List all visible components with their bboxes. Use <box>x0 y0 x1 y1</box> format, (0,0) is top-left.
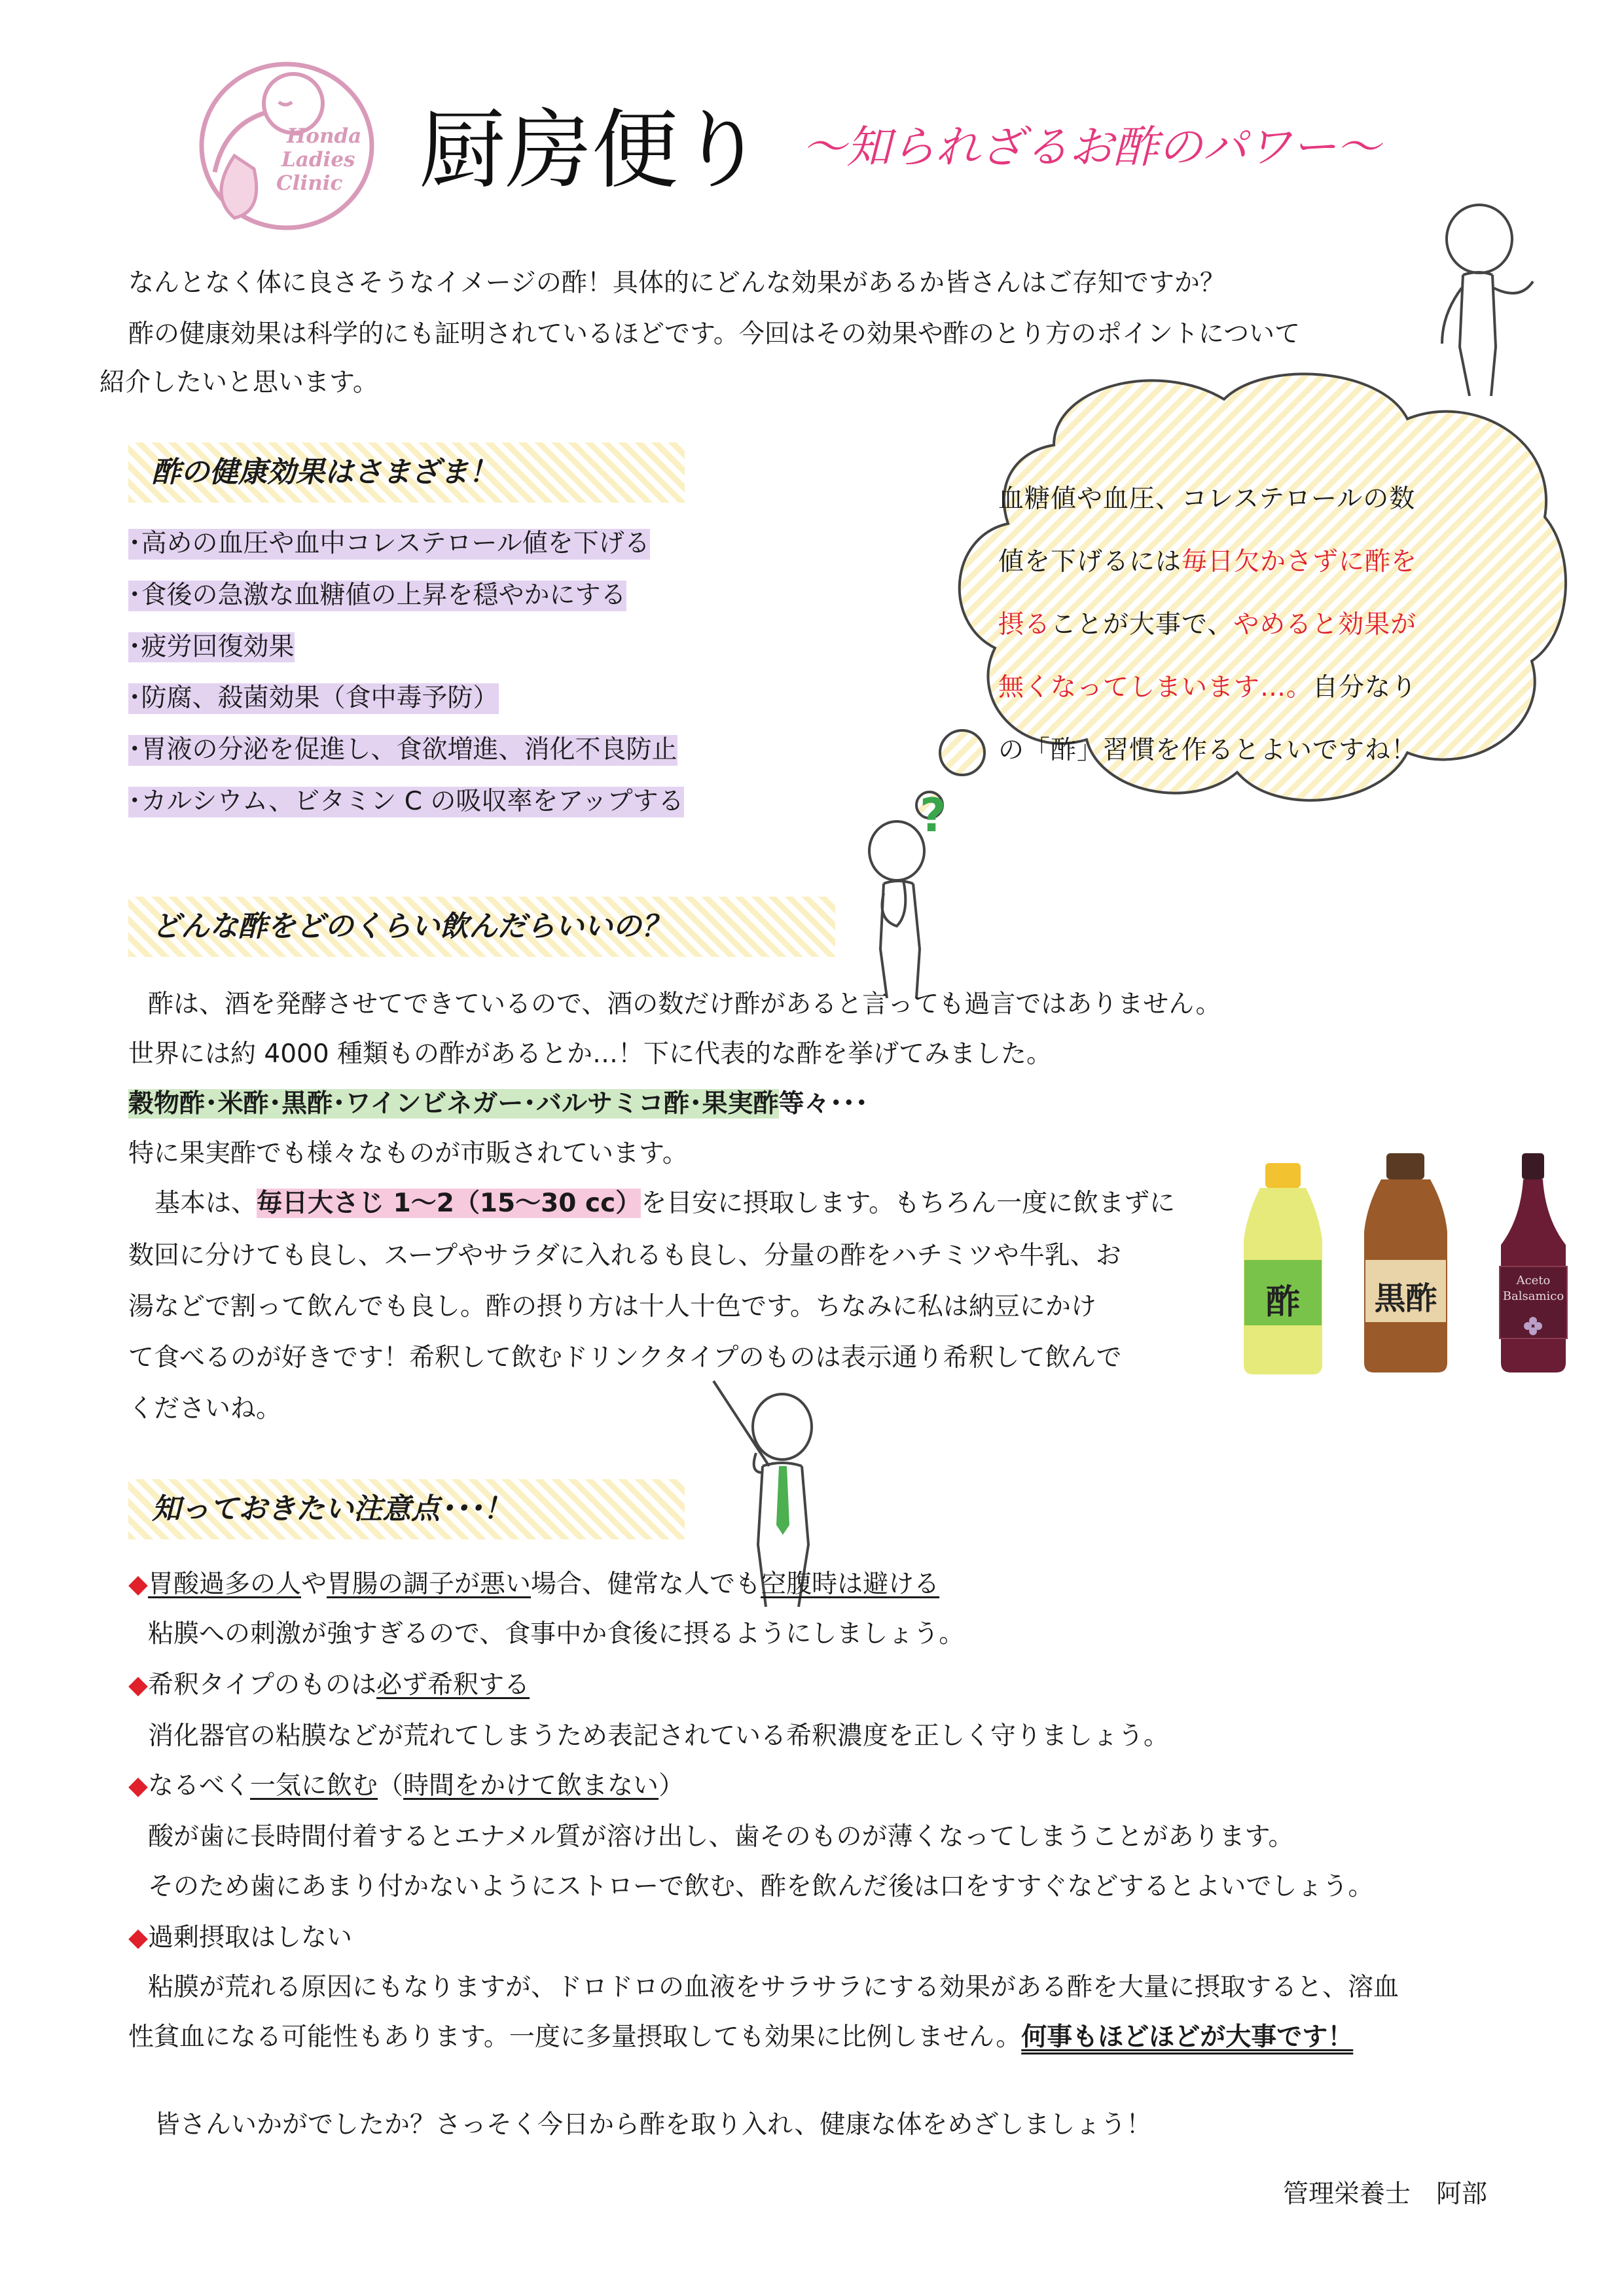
s2-paragraph: 特に果実酢でも様々なものが市販されています。 <box>128 1139 688 1168</box>
list-item: ･胃液の分泌を促進し、食欲増進、消化不良防止 <box>128 735 677 765</box>
intro-line-3: 紹介したいと思います。 <box>99 368 378 397</box>
s2-paragraph: 世界には約 4000 種類もの酢があるとか…！下に代表的な酢を挙げてみました。 <box>128 1039 1053 1069</box>
caution-1-body: 粘膜への刺激が強すぎるので、食事中か食後に摂るようにしましょう。 <box>148 1619 965 1649</box>
section-heading-how-much: どんな酢をどのくらい飲んだらいいの？ <box>128 897 835 957</box>
caution-2-body: 消化器官の粘膜などが荒れてしまうため表記されている希釈濃度を正しく守りましょう。 <box>148 1721 1170 1751</box>
vinegar-bottle-illustration: 酢 <box>1240 1162 1326 1378</box>
section-heading-cautions: 知っておきたい注意点･･･！ <box>128 1479 685 1539</box>
health-effects-list <box>128 529 684 838</box>
caution-1: ◆胃酸過多の人や胃腸の調子が悪い場合、健常な人でも空腹時は避ける <box>128 1570 940 1599</box>
s2-paragraph: て食べるのが好きです！希釈して飲むドリンクタイプのものは表示通り希釈して飲んで <box>128 1343 1122 1372</box>
person-thinking-illustration <box>857 785 975 1004</box>
caution-3-body: そのため歯にあまり付かないようにストローで飲む、酢を飲んだ後は口をすすぐなどするとよいでしょう。 <box>148 1872 1374 1901</box>
page-subtitle: ～知られざるお酢のパワー～ <box>802 122 1381 173</box>
s2-paragraph: 基本は、毎日大さじ 1～2（15～30 cc）を目安に摂取します。もちろん一度に飲まずに <box>154 1189 1176 1218</box>
caution-4-body: 性貧血になる可能性もあります。一度に多量摂取しても効果に比例しません。何事もほどほどが大事です！ <box>128 2022 1354 2052</box>
logo-text: Honda Ladies Clinic <box>276 124 362 195</box>
caution-2: ◆希釈タイプのものは必ず希釈する <box>128 1670 530 1700</box>
s2-paragraph: 酢は、酒を発酵させてできているので、酒の数だけ酢があると言っても過言ではありません。 <box>148 990 1221 1019</box>
signature: 管理栄養士 阿部 <box>1283 2179 1488 2209</box>
caution-4: ◆過剰摂取はしない <box>128 1923 353 1952</box>
s2-paragraph: くださいね。 <box>128 1394 282 1424</box>
list-item: ･食後の急激な血糖値の上昇を穏やかにする <box>128 580 626 610</box>
list-item: ･カルシウム、ビタミン C の吸収率をアップする <box>128 786 684 816</box>
intro-line-2: 酢の健康効果は科学的にも証明されているほどです。今回はその効果や酢のとり方のポイントについて <box>128 319 1301 349</box>
caution-3: ◆なるべく一気に飲む（時間をかけて飲まない） <box>128 1771 685 1801</box>
intro-line-1: なんとなく体に良さそうなイメージの酢！具体的にどんな効果があるか皆さんはご存知ですか？ <box>128 268 1225 298</box>
caution-4-body: 粘膜が荒れる原因にもなりますが、ドロドロの血液をサラサラにする効果がある酢を大量に摂取すると、溶血 <box>148 1973 1399 2002</box>
list-item: ･疲労回復効果 <box>128 632 295 662</box>
list-item: ･高めの血圧や血中コレステロール値を下げる <box>128 529 650 558</box>
vinegar-types: 穀物酢･米酢･黒酢･ワインビネガー･バルサミコ酢･果実酢等々･･･ <box>128 1089 869 1119</box>
s2-paragraph: 湯などで割って飲んでも良し。酢の摂り方は十人十色です。ちなみに私は納豆にかけ <box>128 1292 1096 1321</box>
page-title: 厨房便り <box>419 100 765 201</box>
closing-message: 皆さんいかがでしたか？さっそく今日から酢を取り入れ、健康な体をめざしましょう！ <box>154 2110 1152 2140</box>
section-heading-health-effects: 酢の健康効果はさまざま！ <box>128 442 685 503</box>
svg-text:?: ? <box>920 789 947 842</box>
balsamic-bottle-illustration: Aceto Balsamico <box>1496 1152 1571 1378</box>
bubble-text: 血糖値や血圧、コレステロールの数 値を下げるには毎日欠かさずに酢を 摂ることが大事で、やめると効果が 無くなってしまいます…。自分なり の「酢」習慣を作るとよいですね！ <box>998 484 1418 765</box>
black-vinegar-bottle-illustration: 黒酢 <box>1362 1152 1450 1378</box>
list-item: ･防腐、殺菌効果（食中毒予防） <box>128 683 499 713</box>
s2-paragraph: 数回に分けても良し、スープやサラダに入れるも良し、分量の酢をハチミツや牛乳、お <box>128 1241 1121 1270</box>
caution-3-body: 酸が歯に長時間付着するとエナメル質が溶け出し、歯そのものが薄くなってしまうことがあります。 <box>148 1822 1294 1852</box>
